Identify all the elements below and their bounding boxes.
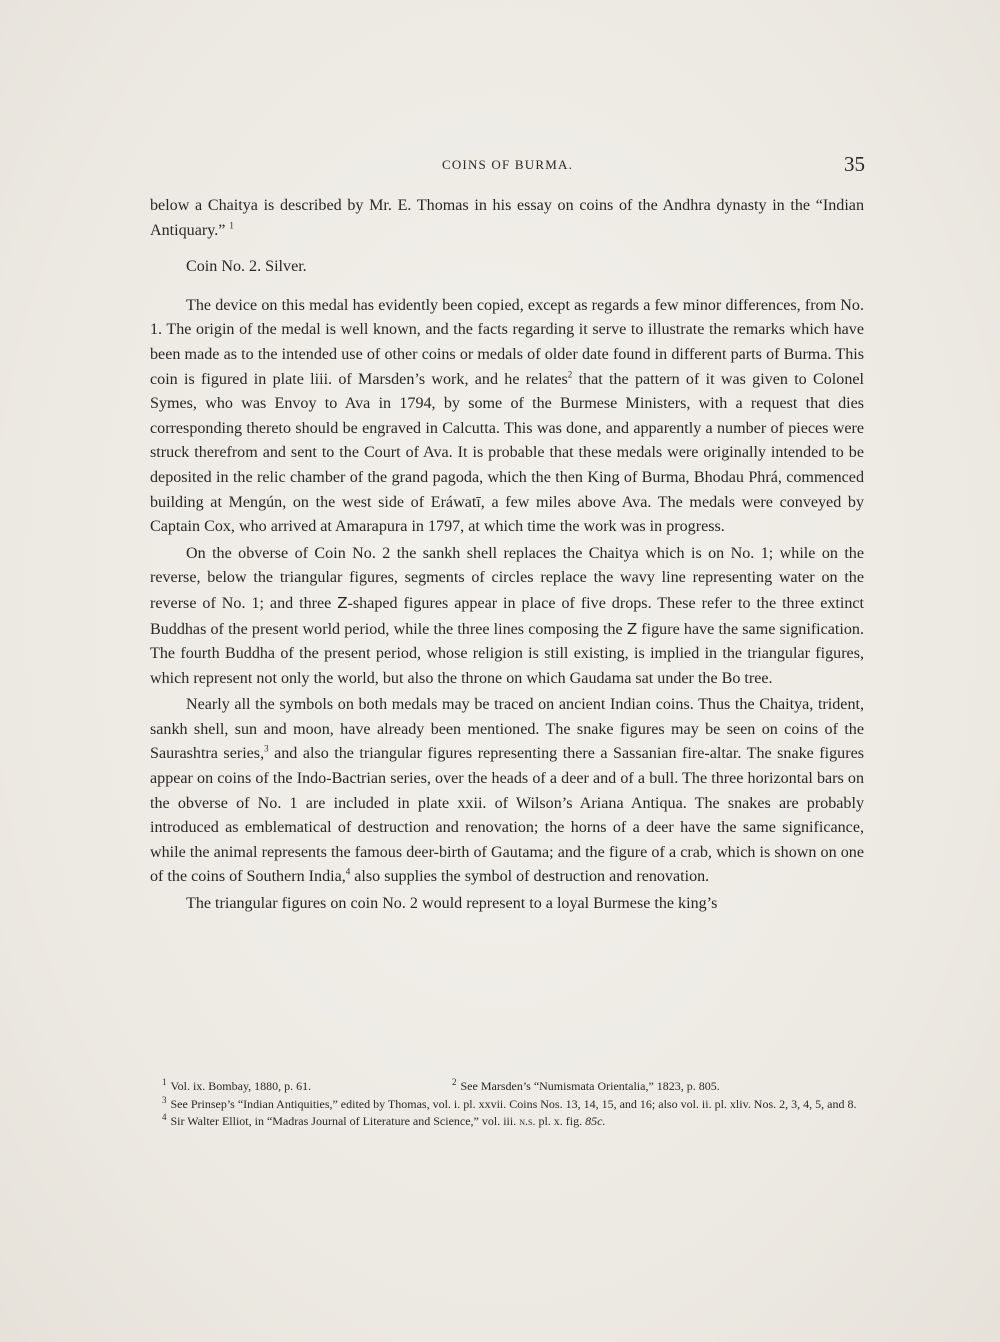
z-shape-glyph: Z — [337, 593, 348, 612]
paragraph-text: that the pattern of it was given to Colonel Symes, who was Envoy to Ava in 1794, by some of the Burmese Ministers, with a request that dies corresponding thereto should be engraved in Calcutta. This was done, and apparently a number of pieces were struck therefrom and sent to the Court of Ava. It is probable that these medals were originally intended to be deposited in the relic chamber of the grand pagoda, which the then King of Burma, Bhodau Phrá, commenced building at Mengún, on the west side of Eráwatī, a few miles above Ava. The medals were conveyed by Captain Cox, who arrived at Amarapura in 1797, at which time the work was in progress. — [150, 370, 864, 536]
footnote-text: See Prinsep’s “Indian Antiquities,” edited by Thomas, vol. i. pl. xxvii. Coins Nos. 13, 14, 15, and 16; also vol. ii. pl. xliv. Nos. 2, 3, 4, 5, and 8. — [170, 1096, 857, 1111]
footnote-1 — [150, 1078, 452, 1096]
footnote-4 — [150, 1113, 864, 1131]
footnote-mark: 4 — [162, 1112, 167, 1122]
paragraph — [150, 542, 864, 692]
paragraph-text: -shaped figures appear in place of five drops. These refer to the three extinct Buddhas of the present world period, while the three lines composing the — [150, 594, 865, 638]
footnote-mark: 2 — [452, 1077, 457, 1087]
paragraph-text: figure have the same signification. The fourth Buddha of the present period, whose religion is still existing, is implied in the triangular figures, which represent not only the world, but also the throne on which Gaudama sat under the Bo tree. — [150, 620, 864, 687]
page-number: 35 — [844, 152, 865, 176]
footnote-mark: 3 — [162, 1094, 167, 1105]
body-text — [150, 194, 864, 917]
footnote-text: 85c. — [585, 1114, 606, 1128]
paragraph-continuation — [150, 194, 864, 243]
footnote-ref: 3 — [264, 744, 269, 755]
page-header — [150, 152, 865, 182]
paragraph-text: Nearly all the symbols on both medals may be traced on ancient Indian coins. Thus the Chaitya, trident, sankh shell, sun and moon, have already been mentioned. The snake figures may be seen on coins of the Saurashtra series, — [150, 696, 864, 763]
footnote-ref: 1 — [229, 220, 234, 231]
footnote-text: Sir Walter Elliot, in “Madras Journal of Literature and Science,” vol. iii. — [170, 1114, 520, 1128]
paragraph-text: and also the triangular figures representing there a Sassanian fire-altar. The snake figures appear on coins of the Indo-Bactrian series, over the heads of a deer and of a bull. The three horizontal bars on the obverse of No. 1 are included in plate xxii. of Wilson’s Ariana Antiqua. The snakes are probably introduced as emblematical of destruction and renovation; the horns of a deer have the same significance, while the animal represents the famous deer-birth of Gautama; and the figure of a crab, which is shown on one of the coins of Southern India, — [150, 745, 864, 886]
footnote-ref: 4 — [345, 867, 351, 878]
footnote-text: See Marsden’s “Numismata Orientalia,” 1823, p. 805. — [460, 1079, 720, 1093]
paragraph-text: The device on this medal has evidently been copied, except as regards a few minor differences, from No. 1. The origin of the medal is well known, and the facts regarding it serve to illustrate the remarks which have been made as to the intended use of other coins or medals of older date found in different parts of Burma. This coin is figured in plate liii. of Marsden’s work, and he relates — [150, 296, 864, 388]
running-title: COINS OF BURMA. — [441, 157, 574, 172]
footnote-row — [150, 1078, 864, 1096]
paragraph-text: below a Chaitya is described by Mr. E. Thomas in his essay on coins of the Andhra dynasty in the “Indian Antiquary.” — [150, 197, 864, 239]
paragraph-text: On the obverse of Coin No. 2 the sankh shell replaces the Chaitya which is on No. 1; while on the reverse, below the triangular figures, segments of circles replace the wavy line representing water on the reverse of No. 1; and three — [150, 544, 864, 612]
footnote-mark: 1 — [162, 1077, 167, 1087]
footnote-2 — [452, 1078, 864, 1096]
footnote-text: pl. x. fig. — [535, 1114, 586, 1128]
z-shape-glyph: Z — [626, 619, 638, 638]
coin-heading: Coin No. 2. Silver. — [186, 258, 307, 276]
footnote-text: Vol. ix. Bombay, 1880, p. 61. — [170, 1079, 312, 1093]
paragraph — [150, 693, 864, 890]
paragraph — [150, 294, 864, 540]
footnote-text: n.s. — [519, 1114, 536, 1128]
footnote-ref: 2 — [567, 369, 573, 380]
footnote-3 — [150, 1096, 864, 1114]
paragraph-text: also supplies the symbol of destruction and renovation. — [350, 868, 710, 886]
footnotes — [150, 1078, 864, 1131]
paragraph: The triangular figures on coin No. 2 would represent to a loyal Burmese the king’s — [186, 895, 718, 913]
